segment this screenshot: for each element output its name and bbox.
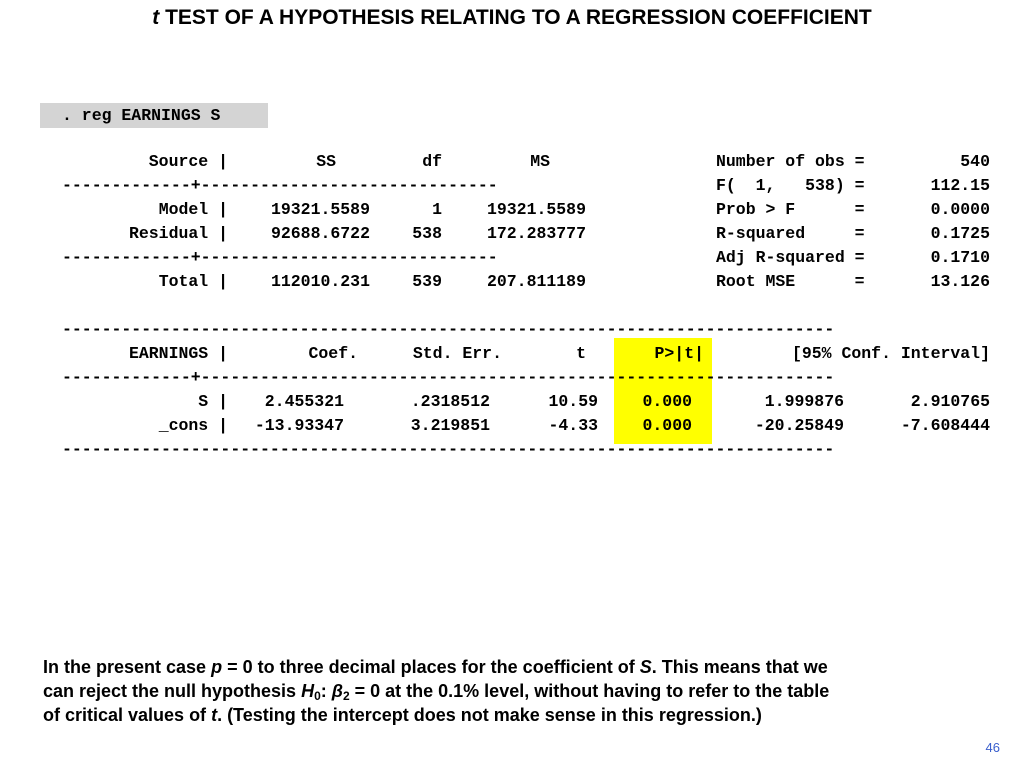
stat-value-2: 0.0000 — [930, 200, 990, 219]
stat-label-1: F( 1, 538) = — [716, 176, 865, 195]
coef-mid-rule — [0, 366, 835, 390]
anova-model-source: Model | — [158, 200, 228, 219]
coef-cons-coef: -13.93347 — [254, 416, 344, 435]
fn-text: = 0 at the 0.1% level, without having to refer to the table — [349, 681, 830, 701]
anova-header-row — [0, 150, 990, 174]
coef-s-var: S | — [198, 392, 228, 411]
title-italic-t: t — [152, 6, 160, 29]
coef-cons-p: 0.000 — [642, 416, 692, 435]
stat-label-2: Prob > F = — [716, 200, 865, 219]
anova-separator-2 — [0, 246, 990, 270]
anova-residual-ss: 92688.6722 — [270, 224, 370, 243]
title-text: TEST OF A HYPOTHESIS RELATING TO A REGRESSION COEFFICIENT — [159, 6, 872, 29]
anova-header-ss: SS — [316, 152, 336, 171]
anova-row-residual — [0, 222, 990, 246]
stat-value-0: 540 — [960, 152, 990, 171]
fn-text: can reject the null hypothesis — [43, 681, 302, 701]
explanation-line-1 — [43, 655, 993, 679]
explanation-line-3 — [43, 703, 993, 727]
anova-total-source: Total | — [158, 272, 228, 291]
slide-title — [0, 6, 1024, 30]
coef-row-s — [0, 390, 990, 414]
anova-total-df: 539 — [412, 272, 442, 291]
anova-header-source: Source | — [148, 152, 228, 171]
stat-value-3: 0.1725 — [930, 224, 990, 243]
stat-value-4: 0.1710 — [930, 248, 990, 267]
coef-cons-var: _cons | — [158, 416, 228, 435]
coef-cons-se: 3.219851 — [410, 416, 490, 435]
fn-beta: β — [331, 681, 343, 701]
anova-separator-text-2: -------------+------------------------------ — [62, 248, 498, 267]
fn-text: of critical values of — [43, 705, 212, 725]
fn-colon: : — [320, 681, 332, 701]
coef-cons-ci-low: -20.25849 — [754, 416, 844, 435]
coef-s-t: 10.59 — [548, 392, 598, 411]
stat-label-0: Number of obs = — [716, 152, 865, 171]
anova-residual-df: 538 — [412, 224, 442, 243]
fn-text: In the present case — [43, 657, 212, 677]
fn-italic-h: H — [301, 681, 315, 701]
anova-header-df: df — [422, 152, 442, 171]
anova-separator-1 — [0, 174, 990, 198]
coef-header-row — [0, 342, 990, 366]
fn-sub-0: 0 — [314, 689, 321, 703]
coef-header-coef: Coef. — [308, 344, 358, 363]
coef-s-coef: 2.455321 — [264, 392, 344, 411]
explanation-line-2 — [43, 679, 993, 703]
stat-value-1: 112.15 — [930, 176, 990, 195]
coef-header-p: P>|t| — [654, 344, 704, 363]
stat-value-5: 13.126 — [930, 272, 990, 291]
coef-row-cons — [0, 414, 990, 438]
fn-italic-t: t — [211, 705, 218, 725]
command-text: . reg EARNINGS S — [62, 106, 221, 125]
coef-bottom-rule-text: ------------------------------------------------------------------------------ — [62, 440, 835, 459]
fn-text: . (Testing the intercept does not make sense in this regression.) — [217, 705, 762, 725]
anova-model-df: 1 — [432, 200, 442, 219]
fn-text: . This means that we — [651, 657, 828, 677]
coef-cons-t: -4.33 — [548, 416, 598, 435]
fn-text: = 0 to three decimal places for the coefficient of — [222, 657, 640, 677]
coef-s-se: .2318512 — [410, 392, 490, 411]
coef-mid-rule-text: -------------+---------------------------------------------------------------- — [62, 368, 835, 387]
fn-italic-p: p — [211, 657, 223, 677]
stat-label-4: Adj R-squared = — [716, 248, 865, 267]
coef-s-ci-high: 2.910765 — [910, 392, 990, 411]
anova-separator-text: -------------+------------------------------ — [62, 176, 498, 195]
anova-row-model — [0, 198, 990, 222]
anova-total-ss: 112010.231 — [270, 272, 370, 291]
explanation-text — [43, 655, 993, 727]
anova-header-ms: MS — [530, 152, 550, 171]
anova-model-ms: 19321.5589 — [486, 200, 586, 219]
coef-header-ci: [95% Conf. Interval] — [791, 344, 990, 363]
coef-top-rule-text: ------------------------------------------------------------------------------ — [62, 320, 835, 339]
coef-bottom-rule — [0, 438, 835, 462]
stat-label-5: Root MSE = — [716, 272, 865, 291]
coef-header-var: EARNINGS | — [128, 344, 228, 363]
anova-residual-ms: 172.283777 — [486, 224, 586, 243]
anova-residual-source: Residual | — [128, 224, 228, 243]
anova-row-total — [0, 270, 990, 294]
coef-header-t: t — [576, 344, 586, 363]
coef-s-ci-low: 1.999876 — [764, 392, 844, 411]
coef-s-p: 0.000 — [642, 392, 692, 411]
coef-top-rule — [0, 318, 835, 342]
fn-sub-2: 2 — [342, 689, 350, 703]
coef-header-se: Std. Err. — [412, 344, 502, 363]
stat-label-3: R-squared = — [716, 224, 865, 243]
coef-cons-ci-high: -7.608444 — [900, 416, 990, 435]
fn-italic-s: S — [639, 657, 652, 677]
anova-total-ms: 207.811189 — [486, 272, 586, 291]
anova-model-ss: 19321.5589 — [270, 200, 370, 219]
page-number: 46 — [985, 740, 1000, 755]
